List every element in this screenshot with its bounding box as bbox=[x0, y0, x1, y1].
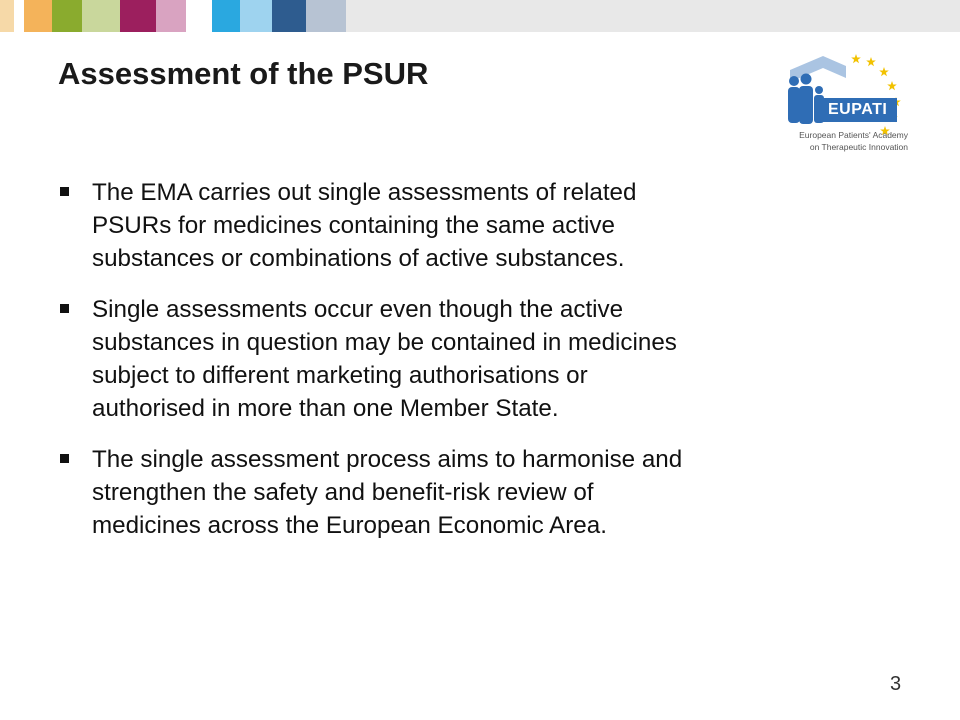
star-icon bbox=[866, 57, 876, 66]
strip-segment bbox=[306, 0, 346, 32]
square-bullet-icon bbox=[60, 454, 69, 463]
strip-segment bbox=[186, 0, 212, 32]
bullet-line: strengthen the safety and benefit-risk review of bbox=[92, 479, 594, 506]
logo-roof bbox=[790, 56, 846, 82]
strip-segment bbox=[212, 0, 240, 32]
strip-segment bbox=[0, 0, 14, 32]
strip-segment bbox=[82, 0, 120, 32]
bullet-line: subject to different marketing authorisations or bbox=[92, 362, 588, 389]
strip-segment bbox=[346, 0, 960, 32]
bullet-line: medicines across the European Economic Area. bbox=[92, 512, 607, 539]
bullet-line: PSURs for medicines containing the same active bbox=[92, 212, 615, 239]
strip-segment bbox=[240, 0, 272, 32]
strip-segment bbox=[14, 0, 24, 32]
strip-segment bbox=[120, 0, 156, 32]
page-number: 3 bbox=[890, 673, 902, 695]
star-icon bbox=[879, 67, 889, 76]
eupati-logo-graphic bbox=[768, 48, 918, 138]
logo-tagline-line1: European Patients' Academy bbox=[799, 130, 908, 140]
bullet-line: The EMA carries out single assessments of related bbox=[92, 179, 637, 206]
bullet-line: substances in question may be contained in medicines bbox=[92, 329, 677, 356]
strip-segment bbox=[272, 0, 306, 32]
bullet-item bbox=[58, 293, 898, 425]
bullet-line: authorised in more than one Member State. bbox=[92, 395, 559, 422]
bullet-list bbox=[58, 176, 898, 560]
slide-title: Assessment of the PSUR bbox=[58, 56, 429, 91]
bullet-item bbox=[58, 443, 898, 542]
logo-stars bbox=[851, 54, 901, 135]
square-bullet-icon bbox=[60, 304, 69, 313]
star-icon bbox=[851, 54, 861, 63]
decorative-color-strip bbox=[0, 0, 960, 32]
square-bullet-icon bbox=[60, 187, 69, 196]
strip-segment bbox=[52, 0, 82, 32]
logo-tagline-line2: on Therapeutic Innovation bbox=[809, 142, 908, 152]
logo-wordmark: EUPATI bbox=[828, 101, 888, 118]
bullet-line: substances or combinations of active substances. bbox=[92, 245, 625, 272]
strip-segment bbox=[24, 0, 52, 32]
bullet-line: The single assessment process aims to harmonise and bbox=[92, 446, 683, 473]
logo-people bbox=[788, 74, 824, 125]
bullet-line: Single assessments occur even though the active bbox=[92, 296, 624, 323]
star-icon bbox=[887, 81, 897, 90]
bullet-item bbox=[58, 176, 898, 275]
strip-segment bbox=[156, 0, 186, 32]
eupati-logo bbox=[768, 48, 918, 156]
